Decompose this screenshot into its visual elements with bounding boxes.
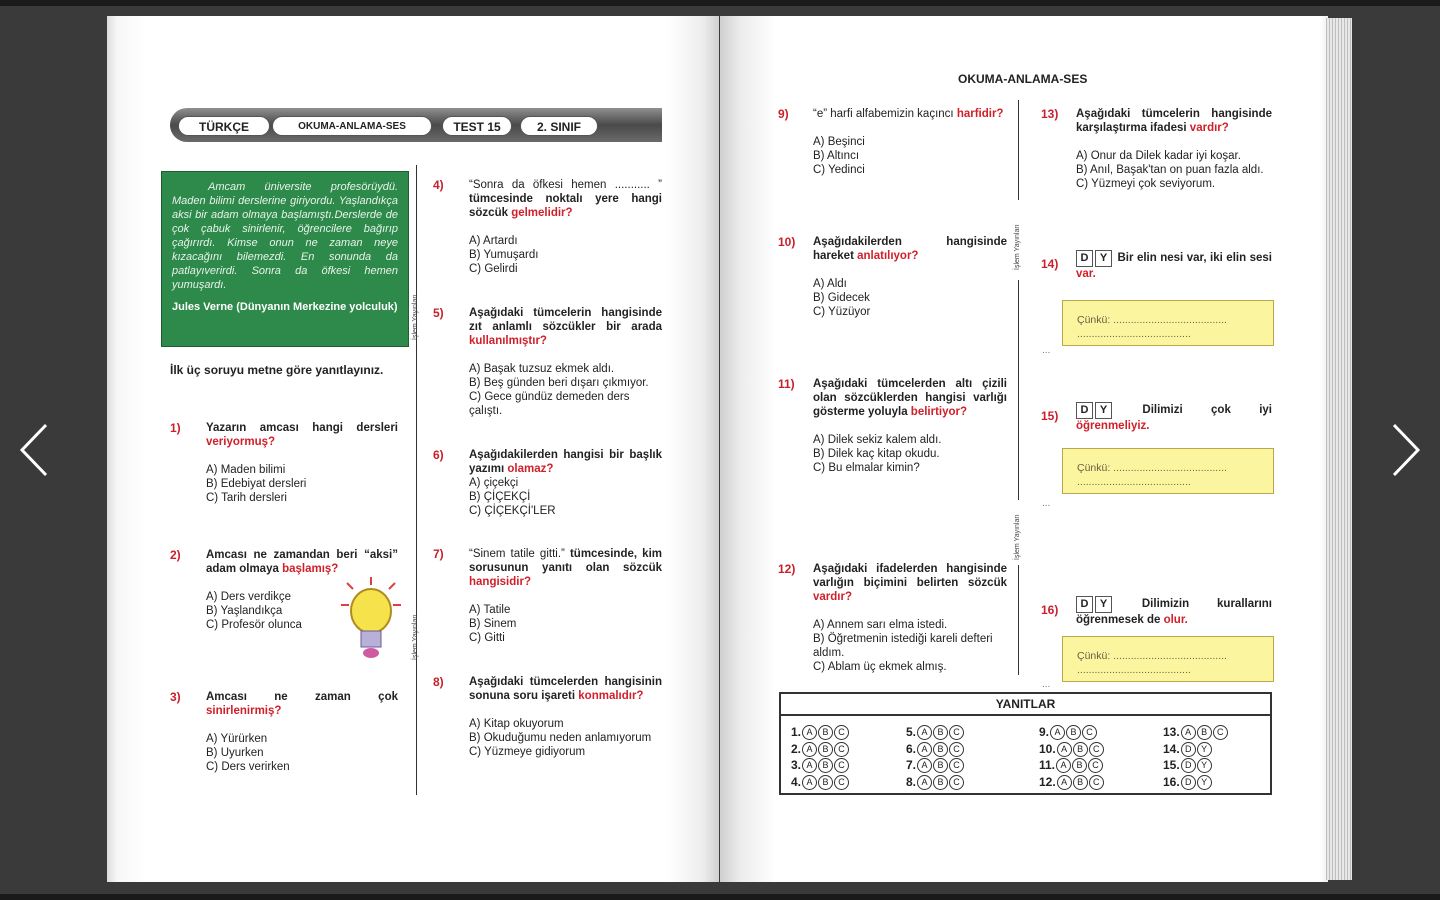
answer-option-circle[interactable]: A	[802, 758, 817, 773]
answer-row	[791, 741, 849, 758]
ellipsis: ...	[1042, 345, 1051, 356]
answer-column-1	[791, 724, 849, 790]
question-5: Aşağıdaki tümcelerin hangisinde zıt anlamlı sözcükler bir arada kullanılmıştır? A) Başak tuzsuz ekmek aldı. B) Beş günden beri dışarı çıkmıyor. C) Gece gündüz demeden ders çalıştı.	[469, 307, 662, 417]
answer-number: 13.	[1163, 725, 1180, 739]
answer-option-circle[interactable]: A	[1056, 758, 1071, 773]
answer-option-circle[interactable]: C	[1089, 775, 1104, 790]
answer-option-circle[interactable]: Y	[1197, 775, 1212, 790]
answer-option-circle[interactable]: C	[834, 742, 849, 757]
answer-row	[1163, 774, 1228, 791]
answer-option-circle[interactable]: A	[1050, 725, 1065, 740]
reason-field[interactable]: Çünkü: ....................................... .......................................	[1062, 636, 1274, 682]
question-number: 8)	[433, 675, 444, 689]
column-divider	[1018, 100, 1019, 200]
answer-option-circle[interactable]: A	[917, 742, 932, 757]
passage-text: Amcam üniversite profesörüydü. Maden bilimi derslerine giriyordu. Yaşlandıkça aksi bir adam olmaya başlamıştı.Derslerde de çok çabuk sinirlenir, öğrencilere bağırıp çağırırdı. Kimse onun ne zaman neye kızacağını bilemezdi. En sonunda da patlayıverirdi. Sonra da öfkesi hemen yumuşardı.	[172, 181, 398, 291]
answer-row	[1039, 724, 1104, 741]
answer-option-circle[interactable]: B	[1073, 775, 1088, 790]
answer-option-circle[interactable]: A	[1057, 742, 1072, 757]
true-box[interactable]: D	[1076, 250, 1093, 267]
topic-label: OKUMA-ANLAMA-SES	[272, 116, 432, 136]
answer-row	[906, 741, 964, 758]
question-number: 16)	[1041, 603, 1059, 617]
answer-number: 7.	[906, 758, 917, 772]
answer-option-circle[interactable]: B	[933, 775, 948, 790]
column-divider	[416, 165, 417, 795]
false-box[interactable]: Y	[1095, 250, 1112, 267]
question-number: 15)	[1041, 409, 1059, 423]
publisher-label: İşlem Yayınları	[1014, 514, 1021, 560]
answer-row	[1163, 724, 1228, 741]
answer-option-circle[interactable]: C	[1088, 758, 1103, 773]
answer-option-circle[interactable]: C	[834, 775, 849, 790]
question-2: Amcası ne zamandan beri “aksi” adam olmaya başlamış? A) Ders verdikçe B) Yaşlandıkça C) Profesör olunca	[206, 549, 398, 631]
page-edges	[1326, 18, 1352, 880]
answer-row	[1163, 757, 1228, 774]
answer-number: 6.	[906, 741, 917, 756]
question-1: Yazarın amcası hangi dersleri veriyormuş? A) Maden bilimi B) Edebiyat dersleri C) Tarih dersleri	[206, 422, 398, 504]
answer-row	[906, 724, 964, 741]
answer-option-circle[interactable]: B	[933, 725, 948, 740]
answer-number: 9.	[1039, 725, 1050, 739]
answer-option-circle[interactable]: B	[818, 742, 833, 757]
answer-option-circle[interactable]: D	[1181, 742, 1196, 757]
question-number: 6)	[433, 448, 444, 462]
answer-option-circle[interactable]: C	[834, 725, 849, 740]
chevron-left-icon	[14, 420, 54, 480]
answer-number: 15.	[1163, 758, 1180, 772]
question-number: 1)	[170, 421, 181, 435]
answer-option-circle[interactable]: B	[1066, 725, 1081, 740]
question-number: 11)	[778, 377, 795, 391]
answer-option-circle[interactable]: A	[802, 725, 817, 740]
answer-key-title: YANITLAR	[781, 694, 1270, 716]
question-number: 4)	[433, 178, 444, 192]
answer-row	[1039, 757, 1104, 774]
question-number: 9)	[778, 107, 789, 121]
false-box[interactable]: Y	[1095, 402, 1112, 419]
publisher-label: İşlem Yayınları	[1014, 224, 1021, 270]
answer-option-circle[interactable]: B	[818, 758, 833, 773]
answer-option-circle[interactable]: D	[1181, 775, 1196, 790]
answer-option-circle[interactable]: C	[949, 725, 964, 740]
answer-option-circle[interactable]: Y	[1197, 742, 1212, 757]
question-12: Aşağıdaki ifadelerden hangisinde varlığın biçimini belirten sözcük vardır? A) Annem sarı elma istedi. B) Öğretmenin istediği kareli defteri aldım. C) Ablam üç ekmek almış.	[813, 563, 1007, 673]
answer-number: 3.	[791, 758, 802, 772]
question-9: “e” harfi alfabemizin kaçıncı harfidir? A) Beşinci B) Altıncı C) Yedinci	[813, 108, 1004, 176]
answer-column-4	[1163, 724, 1228, 790]
answer-option-circle[interactable]: C	[949, 742, 964, 757]
question-4: “Sonra da öfkesi hemen ........... ” tümcesinde noktalı yere hangi sözcük gelmelidir? A) Artardı B) Yumuşardı C) Gelirdi	[469, 179, 662, 275]
question-number: 3)	[170, 690, 181, 704]
answer-option-circle[interactable]: B	[1072, 758, 1087, 773]
true-box[interactable]: D	[1076, 402, 1093, 419]
lightbulb-icon	[335, 575, 407, 661]
answer-number: 2.	[791, 741, 802, 756]
ellipsis: ...	[1042, 679, 1051, 690]
question-16: D Y Dilimizin kurallarını öğrenmesek de olur.	[1076, 598, 1272, 626]
answer-option-circle[interactable]: B	[818, 775, 833, 790]
answer-row	[791, 757, 849, 774]
answer-number: 10.	[1039, 741, 1056, 756]
answer-option-circle[interactable]: A	[917, 725, 932, 740]
prev-page-button[interactable]	[14, 420, 54, 480]
column-divider	[1018, 280, 1019, 500]
subject-label: TÜRKÇE	[178, 116, 270, 136]
answer-option-circle[interactable]: A	[1057, 775, 1072, 790]
question-15: D Y Dilimizi çok iyi öğrenmeliyiz.	[1076, 404, 1273, 432]
test-number-label: TEST 15	[442, 116, 512, 136]
answer-option-circle[interactable]: C	[949, 775, 964, 790]
reason-field[interactable]: Çünkü: ....................................... .......................................	[1062, 448, 1274, 494]
answer-option-circle[interactable]: C	[834, 758, 849, 773]
question-6: Aşağıdakilerden hangisi bir başlık yazımı olamaz? A) çiçekçi B) ÇİÇEKÇİ C) ÇİÇEKÇİ'LER	[469, 449, 662, 517]
answer-number: 8.	[906, 774, 917, 789]
bottom-bar	[0, 894, 1440, 900]
answer-option-circle[interactable]: D	[1181, 758, 1196, 773]
reason-field[interactable]: Çünkü: ....................................... .......................................	[1062, 300, 1274, 346]
question-3: Amcası ne zaman çok sinirlenirmiş? A) Yürürken B) Uyurken C) Ders verirken	[206, 691, 398, 773]
answer-option-circle[interactable]: A	[1181, 725, 1196, 740]
grade-label: 2. SINIF	[520, 116, 598, 136]
question-10: Aşağıdakilerden hangisinde hareket anlatılıyor? A) Aldı B) Gidecek C) Yüzüyor	[813, 236, 1007, 318]
answer-number: 11.	[1039, 758, 1056, 772]
question-14: D Y Bir elin nesi var, iki elin sesi var.	[1076, 252, 1272, 280]
question-13: Aşağıdaki tümcelerin hangisinde karşılaştırma ifadesi vardır? A) Onur da Dilek kadar iyi koşar. B) Anıl, Başak'tan on puan fazla aldı. C) Yüzmeyi çok seviyorum.	[1076, 108, 1272, 190]
answer-option-circle[interactable]: A	[802, 775, 817, 790]
column-divider	[1018, 565, 1019, 675]
answer-option-circle[interactable]: C	[949, 758, 964, 773]
answer-column-3	[1039, 724, 1104, 790]
reading-passage	[161, 171, 409, 347]
answer-option-circle[interactable]: Y	[1197, 758, 1212, 773]
answer-row	[1163, 741, 1228, 758]
answer-column-2	[906, 724, 964, 790]
chevron-right-icon	[1386, 420, 1426, 480]
answer-option-circle[interactable]: B	[1197, 725, 1212, 740]
answer-number: 1.	[791, 725, 802, 739]
publisher-label: İşlem Yayınları	[412, 614, 419, 660]
false-box[interactable]: Y	[1095, 596, 1112, 613]
page-title: OKUMA-ANLAMA-SES	[958, 72, 1088, 86]
true-box[interactable]: D	[1076, 596, 1093, 613]
instruction-text: İlk üç soruyu metne göre yanıtlayınız.	[170, 363, 384, 377]
answer-option-circle[interactable]: B	[933, 742, 948, 757]
question-number: 2)	[170, 548, 181, 562]
answer-option-circle[interactable]: A	[917, 758, 932, 773]
answer-row	[791, 774, 849, 791]
question-number: 13)	[1041, 107, 1059, 121]
question-number: 5)	[433, 306, 444, 320]
answer-option-circle[interactable]: A	[917, 775, 932, 790]
question-number: 12)	[778, 562, 796, 576]
answer-option-circle[interactable]: C	[1082, 725, 1097, 740]
question-number: 10)	[778, 235, 796, 249]
answer-row	[1039, 774, 1104, 791]
answer-key-box	[779, 692, 1272, 795]
answer-number: 4.	[791, 774, 802, 789]
answer-number: 5.	[906, 725, 917, 739]
answer-number: 16.	[1163, 774, 1180, 789]
ellipsis: ...	[1042, 498, 1051, 509]
passage-source: Jules Verne (Dünyanın Merkezine yolculuk)	[172, 301, 398, 313]
publisher-label: İşlem Yayınları	[412, 294, 419, 340]
question-7: “Sinem tatile gitti.” tümcesinde, kim sorusunun yanıtı olan sözcük hangisidir? A) Tatile B) Sinem C) Gitti	[469, 548, 662, 644]
answer-number: 14.	[1163, 741, 1180, 756]
answer-option-circle[interactable]: C	[1213, 725, 1228, 740]
question-8: Aşağıdaki tümcelerden hangisinin sonuna soru işareti konmalıdır? A) Kitap okuyorum B) Okuduğumu neden anlamıyorum C) Yüzmeye gidiyorum	[469, 676, 662, 758]
answer-row	[1039, 741, 1104, 758]
answer-row	[791, 724, 849, 741]
answer-row	[906, 757, 964, 774]
answer-option-circle[interactable]: B	[818, 725, 833, 740]
next-page-button[interactable]	[1386, 420, 1426, 480]
answer-number: 12.	[1039, 774, 1056, 789]
question-11: Aşağıdaki tümcelerden altı çizili olan sözcüklerden hangisi varlığı gösterme yoluyla belirtiyor? A) Dilek sekiz kalem aldı. B) Dilek kaç kitap okudu. C) Bu elmalar kimin?	[813, 378, 1007, 474]
answer-option-circle[interactable]: B	[933, 758, 948, 773]
question-number: 7)	[433, 547, 444, 561]
answer-option-circle[interactable]: B	[1073, 742, 1088, 757]
top-bar	[0, 0, 1440, 6]
answer-option-circle[interactable]: A	[802, 742, 817, 757]
answer-option-circle[interactable]: C	[1089, 742, 1104, 757]
answer-row	[906, 774, 964, 791]
question-number: 14)	[1041, 257, 1059, 271]
